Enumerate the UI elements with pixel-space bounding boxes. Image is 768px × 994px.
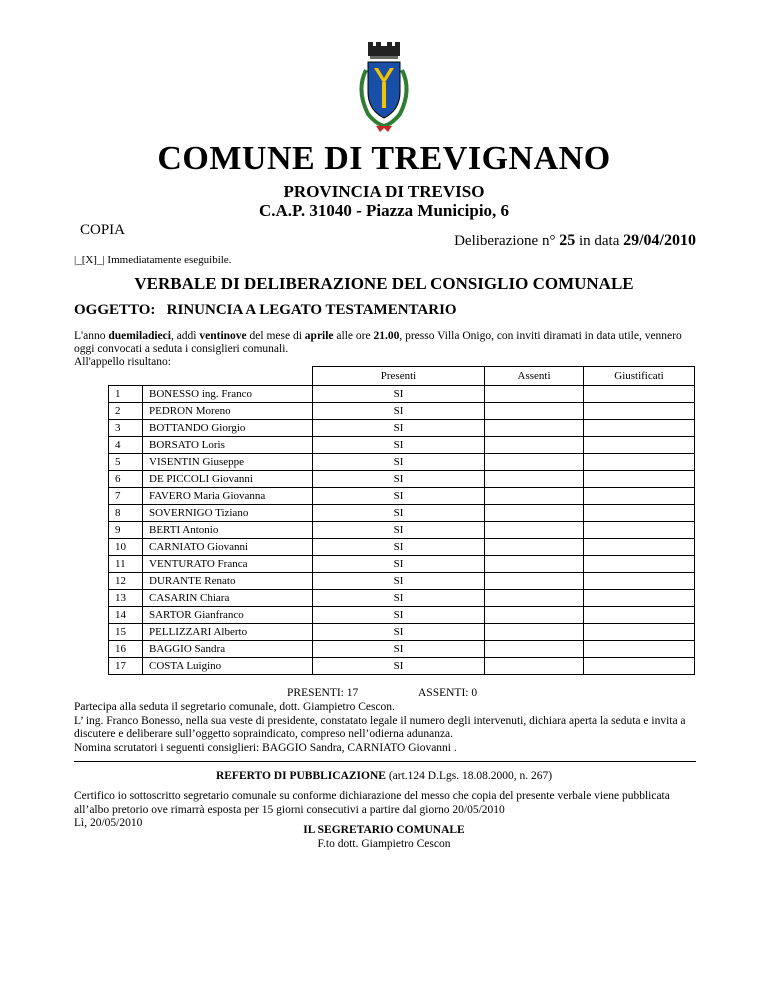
referto-ref: (art.124 D.Lgs. 18.08.2000, n. 267) <box>385 770 553 782</box>
notes-line: L’ ing. Franco Bonesso, nella sua veste di presidente, constatato legale il numero degli intervenuti, dichiara aperta la seduta e invita a discutere e deliberare sull’oggetto sopraindicato, compreso nell’odierna adunanza. <box>74 714 686 740</box>
row-number: 12 <box>109 573 143 590</box>
giustificato-cell <box>584 658 695 675</box>
assente-cell <box>485 539 584 556</box>
assente-cell <box>485 471 584 488</box>
assente-cell <box>485 522 584 539</box>
presente-cell: SI <box>313 590 485 607</box>
intro-month: aprile <box>304 330 334 342</box>
presente-cell: SI <box>313 386 485 403</box>
oggetto-label: OGGETTO: <box>74 302 156 318</box>
intro-text: alle ore <box>333 330 374 342</box>
row-number: 16 <box>109 641 143 658</box>
councillor-name: VENTURATO Franca <box>143 556 313 573</box>
row-number: 8 <box>109 505 143 522</box>
certification-text: Certifico io sottoscritto segretario comunale su conforme dichiarazione del messo che copia del presente verbale viene pubblicata all’albo pretorio ove rimarrà esposta per 15 giorni consecutivi a partire dal giorno 20/05/2010 <box>74 790 670 816</box>
intro-text: L'anno <box>74 330 109 342</box>
table-row <box>109 658 695 675</box>
header-assenti: Assenti <box>485 367 584 386</box>
deliberation-prefix: Deliberazione n° <box>454 233 556 249</box>
assente-cell <box>485 488 584 505</box>
row-number: 4 <box>109 437 143 454</box>
councillor-name: BORSATO Loris <box>143 437 313 454</box>
presente-cell: SI <box>313 658 485 675</box>
referto-title: REFERTO DI PUBBLICAZIONE <box>215 770 386 782</box>
row-number: 15 <box>109 624 143 641</box>
table-row <box>109 607 695 624</box>
presente-cell: SI <box>313 641 485 658</box>
giustificato-cell <box>584 590 695 607</box>
deliberation-number <box>454 232 696 250</box>
table-row <box>109 573 695 590</box>
header-giustificati: Giustificati <box>584 367 695 386</box>
document-title: COMUNE DI TREVIGNANO <box>157 140 611 177</box>
row-number: 6 <box>109 471 143 488</box>
presente-cell: SI <box>313 607 485 624</box>
notes-line: Partecipa alla seduta il segretario comunale, dott. Giampietro Cescon. <box>74 701 395 713</box>
divider <box>74 761 696 762</box>
oggetto-text: RINUNCIA A LEGATO TESTAMENTARIO <box>166 302 457 318</box>
assente-cell <box>485 658 584 675</box>
presente-cell: SI <box>313 488 485 505</box>
copia-label: COPIA <box>80 222 126 238</box>
row-number: 2 <box>109 403 143 420</box>
table-row <box>109 471 695 488</box>
deliberation-date: 29/04/2010 <box>623 232 696 249</box>
row-number: 3 <box>109 420 143 437</box>
councillor-name: DE PICCOLI Giovanni <box>143 471 313 488</box>
presente-cell: SI <box>313 624 485 641</box>
presente-cell: SI <box>313 454 485 471</box>
presente-cell: SI <box>313 437 485 454</box>
giustificato-cell <box>584 505 695 522</box>
intro-text: , addì <box>170 330 200 342</box>
councillor-name: COSTA Luigino <box>143 658 313 675</box>
intro-paragraph <box>74 330 699 369</box>
session-notes <box>74 701 704 755</box>
giustificato-cell <box>584 420 695 437</box>
certification-date: Lì, 20/05/2010 <box>74 817 143 829</box>
row-number: 17 <box>109 658 143 675</box>
table-row <box>109 386 695 403</box>
deliberation-num: 25 <box>559 232 576 249</box>
giustificato-cell <box>584 556 695 573</box>
presente-cell: SI <box>313 522 485 539</box>
table-row <box>109 624 695 641</box>
councillor-name: PELLIZZARI Alberto <box>143 624 313 641</box>
oggetto <box>74 302 457 319</box>
giustificato-cell <box>584 454 695 471</box>
councillor-name: BERTI Antonio <box>143 522 313 539</box>
signature-role: IL SEGRETARIO COMUNALE <box>303 824 465 836</box>
table-row <box>109 590 695 607</box>
giustificato-cell <box>584 624 695 641</box>
assente-cell <box>485 641 584 658</box>
signature-name: F.to dott. Giampietro Cescon <box>317 838 451 850</box>
presente-cell: SI <box>313 420 485 437</box>
giustificato-cell <box>584 641 695 658</box>
assente-cell <box>485 607 584 624</box>
attendance-table <box>108 366 695 675</box>
total-presenti: PRESENTI: 17 <box>287 687 359 699</box>
address: C.A.P. 31040 - Piazza Municipio, 6 <box>258 201 510 220</box>
intro-text: del mese di <box>246 330 305 342</box>
table-row <box>109 420 695 437</box>
table-row <box>109 641 695 658</box>
table-row <box>109 539 695 556</box>
intro-day: ventinove <box>199 330 247 342</box>
notes-line: Nomina scrutatori i seguenti consiglieri: BAGGIO Sandra, CARNIATO Giovanni . <box>74 741 457 754</box>
assente-cell <box>485 573 584 590</box>
table-row <box>109 437 695 454</box>
assente-cell <box>485 505 584 522</box>
row-number: 5 <box>109 454 143 471</box>
row-number: 1 <box>109 386 143 403</box>
giustificato-cell <box>584 471 695 488</box>
presente-cell: SI <box>313 573 485 590</box>
councillor-name: DURANTE Renato <box>143 573 313 590</box>
intro-roll-call: All'appello risultano: <box>74 356 171 368</box>
councillor-name: VISENTIN Giuseppe <box>143 454 313 471</box>
table-row <box>109 556 695 573</box>
row-number: 11 <box>109 556 143 573</box>
councillor-name: SARTOR Gianfranco <box>143 607 313 624</box>
immediate-execution: |_[X]_| Immediatamente eseguibile. <box>74 254 232 266</box>
assente-cell <box>485 590 584 607</box>
giustificato-cell <box>584 539 695 556</box>
presente-cell: SI <box>313 539 485 556</box>
councillor-name: BOTTANDO Giorgio <box>143 420 313 437</box>
councillor-name: BONESSO ing. Franco <box>143 386 313 403</box>
presente-cell: SI <box>313 403 485 420</box>
presente-cell: SI <box>313 556 485 573</box>
assente-cell <box>485 556 584 573</box>
councillor-name: CASARIN Chiara <box>143 590 313 607</box>
councillor-name: PEDRON Moreno <box>143 403 313 420</box>
assente-cell <box>485 403 584 420</box>
table-row <box>109 488 695 505</box>
coat-of-arms-icon <box>344 40 424 140</box>
table-row <box>109 403 695 420</box>
giustificato-cell <box>584 522 695 539</box>
councillor-name: SOVERNIGO Tiziano <box>143 505 313 522</box>
table-row <box>109 522 695 539</box>
row-number: 14 <box>109 607 143 624</box>
assente-cell <box>485 437 584 454</box>
giustificato-cell <box>584 488 695 505</box>
row-number: 7 <box>109 488 143 505</box>
verbale-title: VERBALE DI DELIBERAZIONE DEL CONSIGLIO COMUNALE <box>134 274 634 293</box>
intro-time: 21.00 <box>373 330 400 342</box>
province: PROVINCIA DI TREVISO <box>283 182 485 201</box>
giustificato-cell <box>584 573 695 590</box>
table-header-row <box>109 367 695 386</box>
deliberation-in-data: in data <box>578 233 620 249</box>
giustificato-cell <box>584 386 695 403</box>
row-number: 13 <box>109 590 143 607</box>
table-row <box>109 454 695 471</box>
intro-text: , presso Villa Onigo, con inviti diramati in data utile, vennero oggi convocati a seduta i consiglieri comunali. <box>74 330 682 355</box>
assente-cell <box>485 624 584 641</box>
presente-cell: SI <box>313 505 485 522</box>
giustificato-cell <box>584 607 695 624</box>
intro-year: duemiladieci <box>108 330 171 342</box>
giustificato-cell <box>584 437 695 454</box>
row-number: 10 <box>109 539 143 556</box>
table-row <box>109 505 695 522</box>
referto-heading <box>0 770 768 782</box>
header-presenti: Presenti <box>313 367 485 386</box>
row-number: 9 <box>109 522 143 539</box>
giustificato-cell <box>584 403 695 420</box>
assente-cell <box>485 420 584 437</box>
councillor-name: FAVERO Maria Giovanna <box>143 488 313 505</box>
assente-cell <box>485 454 584 471</box>
presente-cell: SI <box>313 471 485 488</box>
councillor-name: BAGGIO Sandra <box>143 641 313 658</box>
councillor-name: CARNIATO Giovanni <box>143 539 313 556</box>
assente-cell <box>485 386 584 403</box>
total-assenti: ASSENTI: 0 <box>418 687 478 699</box>
